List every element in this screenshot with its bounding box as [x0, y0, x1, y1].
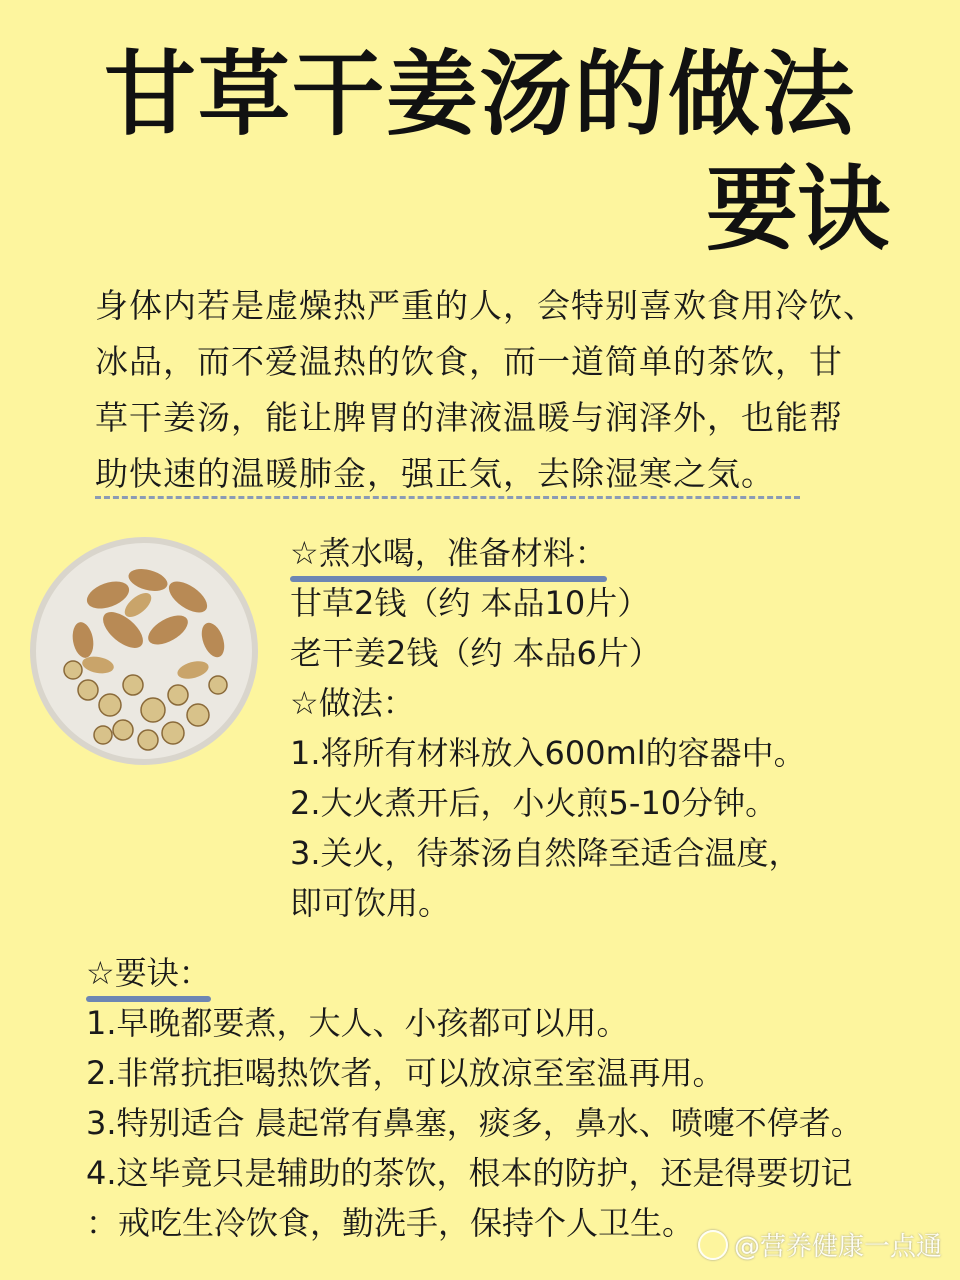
tip-item: 1.早晚都要煮，大人、小孩都可以用。 — [86, 1004, 629, 1042]
dashed-divider — [95, 496, 800, 499]
tip-item: 3.特别适合 晨起常有鼻塞，痰多，鼻水、喷嚏不停者。 — [86, 1104, 863, 1142]
recipe-section — [290, 528, 950, 928]
intro-line: 助快速的温暖肺金，强正気，去除湿寒之気。 — [95, 454, 775, 493]
intro-paragraph — [95, 278, 915, 502]
tip-item: 2.非常抗拒喝热饮者，可以放凉至室温再用。 — [86, 1054, 725, 1092]
intro-line: 草干姜汤，能让脾胃的津液温暖与润泽外，也能帮 — [95, 398, 843, 437]
tips-section — [86, 948, 956, 1248]
method-heading: ☆做法： — [290, 684, 415, 722]
heading-underline — [290, 576, 607, 582]
method-step: 1.将所有材料放入600ml的容器中。 — [290, 734, 806, 772]
method-step: 2.大火煮开后，小火煎5-10分钟。 — [290, 784, 778, 822]
tips-heading — [86, 948, 211, 998]
recipe-heading — [290, 528, 607, 578]
page-title: 甘草干姜汤的做法 — [103, 41, 856, 148]
watermark-logo-icon — [698, 1230, 728, 1260]
method-step: 即可饮用。 — [290, 884, 451, 922]
intro-line: 身体内若是虚燥热严重的人，会特别喜欢食用冷饮、 — [95, 286, 877, 325]
tips-heading-text: ☆要诀： — [86, 954, 211, 992]
method-step: 3.关火，待茶汤自然降至适合温度， — [290, 834, 801, 872]
watermark — [698, 1226, 942, 1263]
tip-item: 4.这毕竟只是辅助的茶饮，根本的防护，还是得要切记 — [86, 1154, 853, 1192]
intro-line: 冰品，而不爱温热的饮食，而一道简单的茶饮，甘 — [95, 342, 843, 381]
recipe-heading-text: ☆煮水喝，准备材料： — [290, 534, 607, 572]
ingredient-item: 甘草2钱（约 本品10片） — [290, 584, 650, 622]
licorice-ginger-plate-image — [28, 535, 260, 767]
ingredient-item: 老干姜2钱（约 本品6片） — [290, 634, 661, 672]
watermark-text: @营养健康一点通 — [733, 1232, 942, 1262]
tip-item: ：戒吃生冷饮食，勤洗手，保持个人卫生。 — [86, 1204, 695, 1242]
page-title-line2: 要诀 — [705, 156, 890, 263]
heading-underline — [86, 996, 211, 1002]
